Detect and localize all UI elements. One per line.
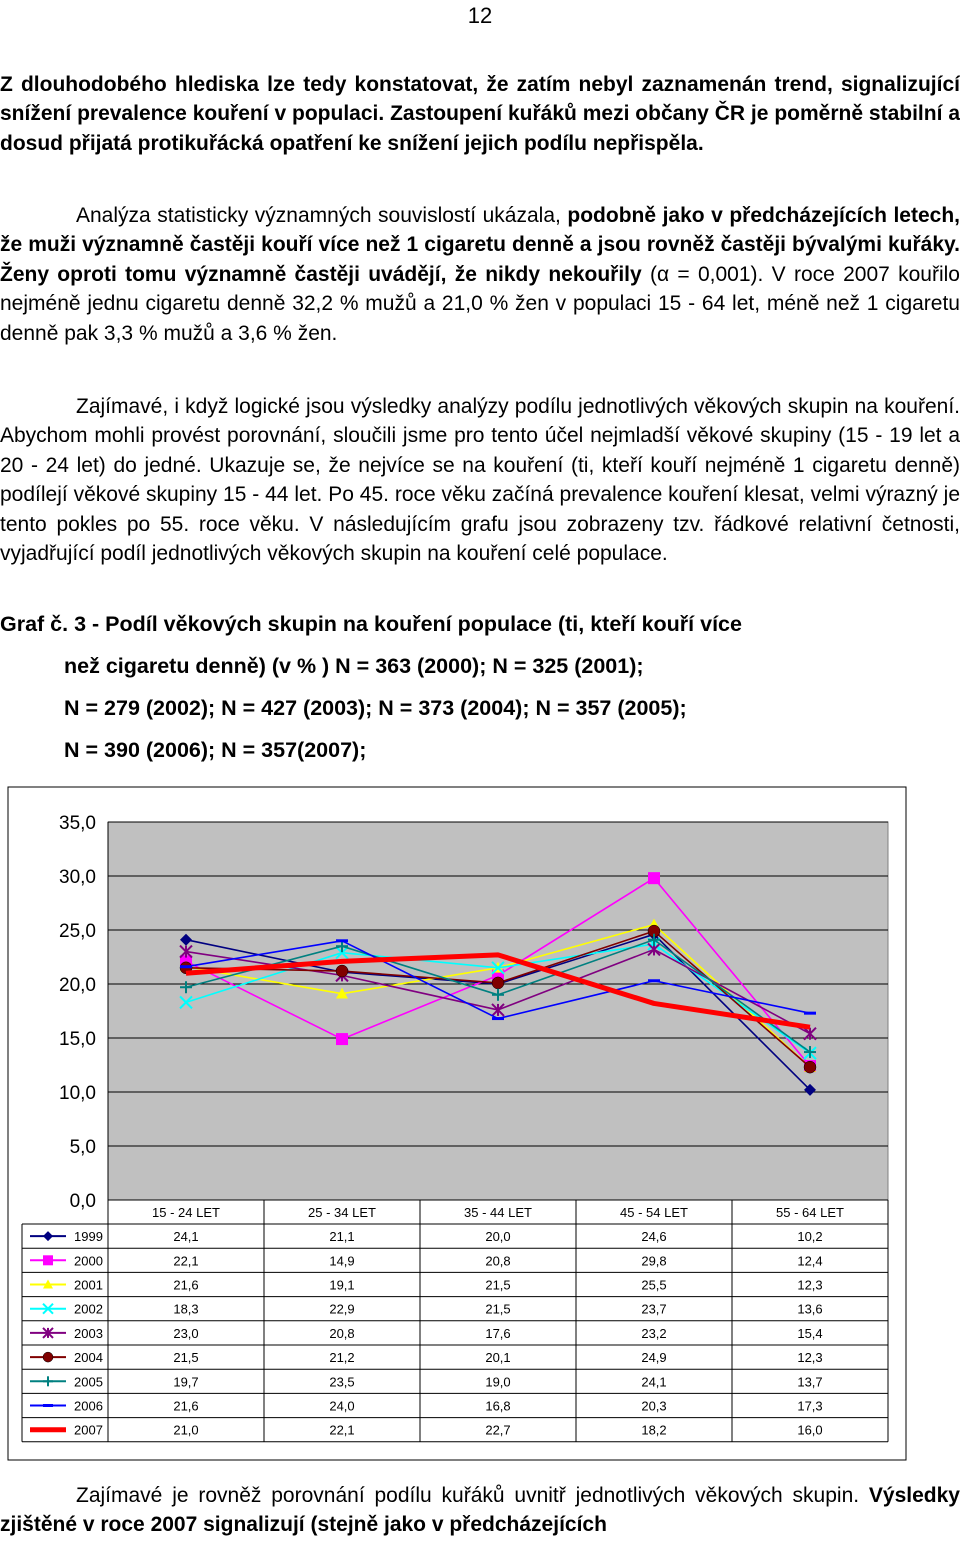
table-cell: 19,7 <box>173 1374 199 1390</box>
table-cell: 20,0 <box>485 1229 511 1245</box>
paragraph-2-part-b: podobně jako v předcházejících letech, že muži významně častěji kouří více než 1 cigaretu denně a jsou rovněž častěji bývalými kuřáky. Ženy oproti tomu významně častěji uvádějí, že nikdy nekouřily <box>0 204 960 286</box>
table-cell: 21,5 <box>485 1301 511 1317</box>
y-tick-label: 25,0 <box>59 921 96 942</box>
table-cell: 15,4 <box>797 1325 823 1341</box>
table-cell: 24,9 <box>641 1350 667 1366</box>
table-cell: 19,0 <box>485 1374 511 1390</box>
table-cell: 24,6 <box>641 1229 667 1245</box>
table-cell: 21,2 <box>329 1350 355 1366</box>
line-chart <box>0 778 960 1468</box>
legend-label: 2002 <box>74 1301 103 1317</box>
paragraph-4 <box>0 1481 960 1540</box>
y-tick-label: 15,0 <box>59 1029 96 1050</box>
table-cell: 23,2 <box>641 1325 667 1341</box>
page-number: 12 <box>467 3 493 28</box>
table-cell: 24,1 <box>641 1374 667 1390</box>
x-category-label: 25 - 34 LET <box>308 1205 376 1220</box>
marker-square <box>648 872 660 884</box>
legend-label: 2007 <box>74 1422 103 1438</box>
table-cell: 23,0 <box>173 1325 199 1341</box>
marker-dash <box>492 1017 504 1020</box>
x-category-label: 35 - 44 LET <box>464 1205 532 1220</box>
paragraph-2 <box>0 201 960 348</box>
marker-dash <box>648 979 660 982</box>
table-cell: 10,2 <box>797 1229 823 1245</box>
table-cell: 21,0 <box>173 1422 199 1438</box>
table-cell: 21,5 <box>173 1350 199 1366</box>
table-cell: 22,1 <box>173 1253 199 1269</box>
marker-circle <box>336 965 348 977</box>
marker-dash <box>43 1404 53 1407</box>
table-cell: 12,3 <box>797 1277 823 1293</box>
table-cell: 12,4 <box>797 1253 823 1269</box>
x-category-label: 55 - 64 LET <box>776 1205 844 1220</box>
marker-square <box>336 1033 348 1045</box>
table-cell: 14,9 <box>329 1253 355 1269</box>
legend-label: 2001 <box>74 1277 103 1293</box>
chart-caption-line-4: N = 390 (2006); N = 357(2007); <box>64 738 367 762</box>
table-cell: 17,6 <box>485 1325 511 1341</box>
marker-dash <box>336 939 348 942</box>
table-cell: 23,5 <box>329 1374 355 1390</box>
marker-dash <box>804 1012 816 1015</box>
chart-caption-line-3: N = 279 (2002); N = 427 (2003); N = 373 (2004); N = 357 (2005); <box>64 696 687 720</box>
y-tick-label: 35,0 <box>59 813 96 834</box>
table-cell: 20,1 <box>485 1350 511 1366</box>
y-tick-label: 0,0 <box>69 1191 96 1212</box>
paragraph-1: Z dlouhodobého hlediska lze tedy konstatovat, že zatím nebyl zaznamenán trend, signalizující snížení prevalence kouření v populaci. Zastoupení kuřáků mezi občany ČR je poměrně stabilní a dosud přijatá protikuřácká opatření ke snížení jejich podílu nepřispěla. <box>0 73 960 155</box>
table-cell: 25,5 <box>641 1277 667 1293</box>
paragraph-3: Zajímavé, i když logické jsou výsledky analýzy podílu jednotlivých věkových skupin na kouření. Abychom mohli provést porovnání, sloučili jsme pro tento účel nejmladší věkové skupiny (15 - 19 let a 20 - 24 let) do jedné. Ukazuje se, že nejvíce se na kouření (ti, kteří kouří nejméně 1 cigaretu denně) podílejí věkové skupiny 15 - 44 let. Po 45. roce věku začíná prevalence kouření klesat, velmi výrazný je tento pokles po 55. roce věku. V následujícím grafu jsou zobrazeny tzv. řádkové relativní četnosti, vyjadřující podíl jednotlivých věkových skupin na kouření celé populace. <box>0 395 960 566</box>
table-cell: 13,7 <box>797 1374 823 1390</box>
table-cell: 16,8 <box>485 1398 511 1414</box>
table-cell: 20,8 <box>485 1253 511 1269</box>
chart-caption-line-1: Graf č. 3 - Podíl věkových skupin na kouření populace (ti, kteří kouří více <box>0 612 742 636</box>
table-cell: 21,5 <box>485 1277 511 1293</box>
table-cell: 20,8 <box>329 1325 355 1341</box>
marker-circle <box>492 977 504 989</box>
legend-label: 2004 <box>74 1350 103 1366</box>
table-cell: 18,3 <box>173 1301 199 1317</box>
table-cell: 19,1 <box>329 1277 355 1293</box>
legend-label: 2005 <box>74 1374 103 1390</box>
table-cell: 21,6 <box>173 1398 199 1414</box>
y-tick-label: 5,0 <box>69 1137 96 1158</box>
legend-label: 2006 <box>74 1398 103 1414</box>
table-cell: 21,6 <box>173 1277 199 1293</box>
table-cell: 12,3 <box>797 1350 823 1366</box>
table-cell: 16,0 <box>797 1422 823 1438</box>
legend-label: 2000 <box>74 1253 103 1269</box>
marker-dash <box>180 965 192 968</box>
table-cell: 17,3 <box>797 1398 823 1414</box>
y-tick-label: 10,0 <box>59 1083 96 1104</box>
table-cell: 24,0 <box>329 1398 355 1414</box>
table-cell: 22,9 <box>329 1301 355 1317</box>
paragraph-4-part-b: Výsledky zjištěné v roce 2007 signalizují (stejně jako v předcházejících <box>0 1484 960 1537</box>
x-category-label: 45 - 54 LET <box>620 1205 688 1220</box>
legend-label: 2003 <box>74 1325 103 1341</box>
legend-label: 1999 <box>74 1229 103 1245</box>
paragraph-2-part-a: Analýza statisticky významných souvislostí ukázala, <box>76 204 568 227</box>
table-cell: 22,1 <box>329 1422 355 1438</box>
table-cell: 29,8 <box>641 1253 667 1269</box>
table-cell: 20,3 <box>641 1398 667 1414</box>
paragraph-2-part-c: (α = 0,001). V roce 2007 kouřilo nejméně jednu cigaretu denně 32,2 % mužů a 21,0 % žen v populaci 15 - 64 let, méně než 1 cigaretu denně pak 3,3 % mužů a 3,6 % žen. <box>0 262 960 345</box>
chart-caption-line-2: než cigaretu denně) (v % ) N = 363 (2000); N = 325 (2001); <box>64 654 644 678</box>
table-cell: 24,1 <box>173 1229 199 1245</box>
marker-circle <box>804 1061 816 1073</box>
table-cell: 13,6 <box>797 1301 823 1317</box>
marker-square <box>43 1255 53 1265</box>
marker-circle <box>43 1352 53 1362</box>
y-tick-label: 20,0 <box>59 975 96 996</box>
table-cell: 22,7 <box>485 1422 511 1438</box>
y-tick-label: 30,0 <box>59 867 96 888</box>
paragraph-4-part-a: Zajímavé je rovněž porovnání podílu kuřáků uvnitř jednotlivých věkových skupin. <box>76 1484 869 1507</box>
x-category-label: 15 - 24 LET <box>152 1205 220 1220</box>
table-cell: 23,7 <box>641 1301 667 1317</box>
table-cell: 18,2 <box>641 1422 667 1438</box>
table-cell: 21,1 <box>329 1229 355 1245</box>
